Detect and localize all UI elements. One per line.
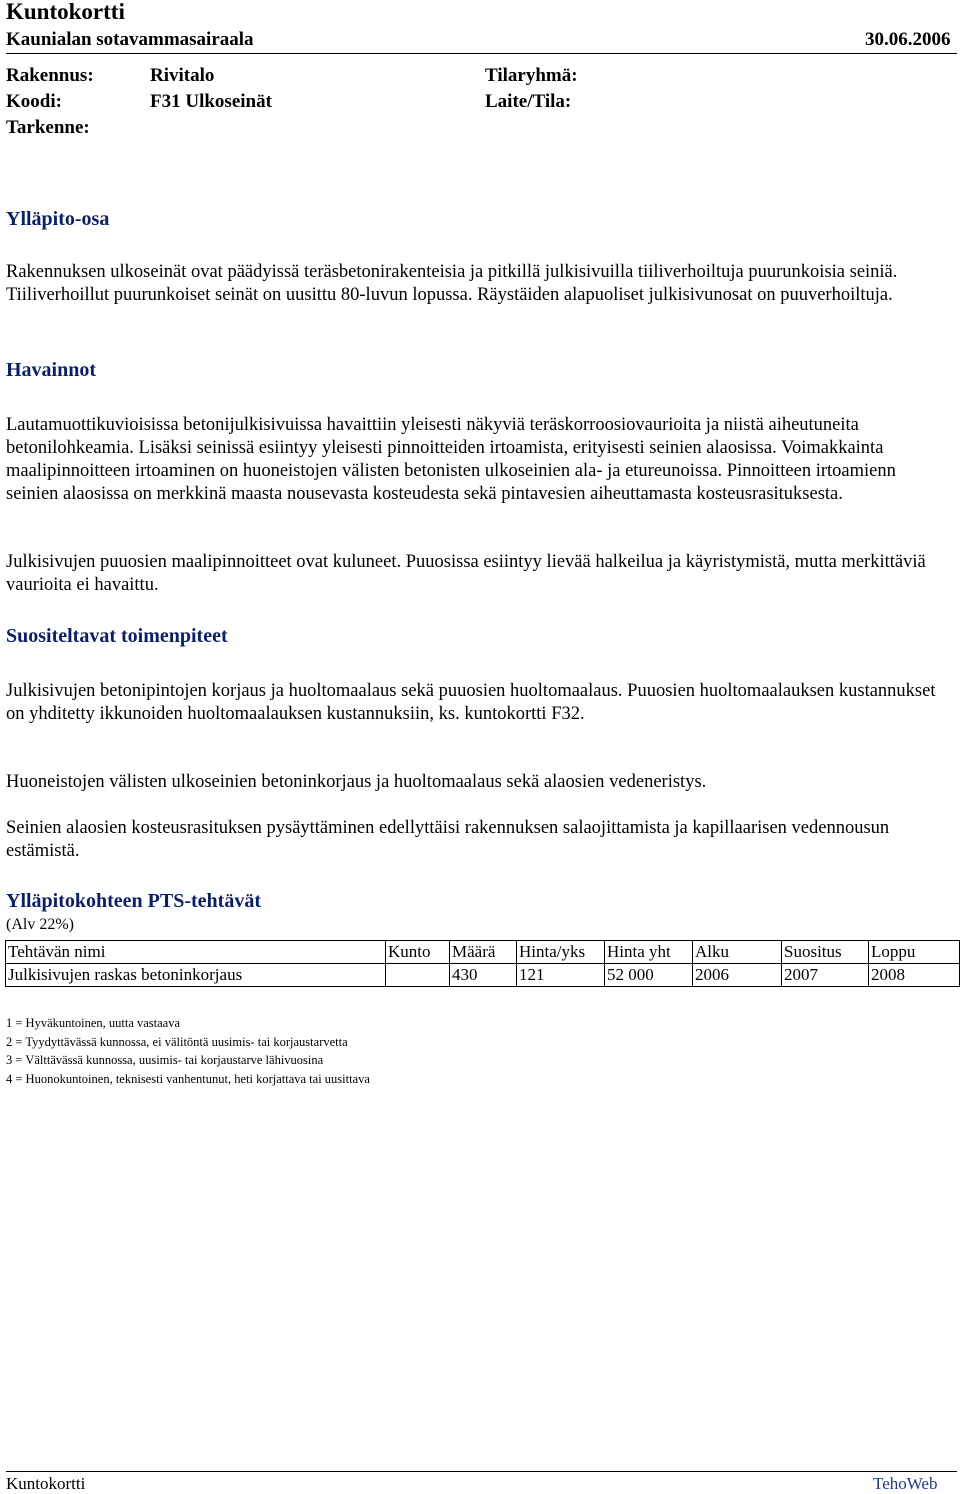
havainnot-paragraph-1: Lautamuottikuvioisissa betonijulkisivuissa havaittiin yleisesti näkyviä teräskorroosiovaurioita ja niistä aiheutuneita betonilohkeamia. Lisäksi seinissä esiintyy yleisesti pinnoitteiden irtoamista, erityisesti seinien alaosissa. Voimakkainta maalipinnoitteen irtoaminen on huoneistojen välisten betonisten ulkoseinien ala- ja etureunoissa. Pinnoitteen irtoamienn seinien alaosissa on merkkinä maasta nousevasta kosteudesta sekä pintavesien aiheuttamasta kosteusrasituksesta. xyxy=(6,415,896,504)
header-hinta-yht: Hinta yht xyxy=(605,941,693,964)
document-date: 30.06.2006 xyxy=(865,29,951,50)
suositeltavat-paragraph-1: Julkisivujen betonipintojen korjaus ja huoltomaalaus sekä puuosien huoltomaalaus. Puuosien huoltomaalauksen kustannukset on yhditetty ikkunoiden huoltomaalauksen kustannuksiin, ks. kuntokortti F32. xyxy=(6,681,936,724)
pts-table-header-row xyxy=(6,941,960,964)
cell-kunto xyxy=(386,964,450,987)
laite-tila-label: Laite/Tila: xyxy=(485,91,572,112)
cell-alku: 2006 xyxy=(693,964,782,987)
rakennus-value: Rivitalo xyxy=(150,65,215,86)
cell-hinta-yks: 121 xyxy=(517,964,605,987)
header-hinta-yks: Hinta/yks xyxy=(517,941,605,964)
header-maara: Määrä xyxy=(450,941,517,964)
tarkenne-label: Tarkenne: xyxy=(6,117,90,138)
cell-tehtavan-nimi: Julkisivujen raskas betoninkorjaus xyxy=(6,964,386,987)
cell-suositus: 2007 xyxy=(782,964,869,987)
havainnot-heading: Havainnot xyxy=(6,359,97,381)
header-alku: Alku xyxy=(693,941,782,964)
cell-hinta-yht: 52 000 xyxy=(605,964,693,987)
legend-item-4: 4 = Huonokuntoinen, teknisesti vanhentunut, heti korjattava tai uusittava xyxy=(6,1071,370,1086)
header-divider xyxy=(6,53,957,54)
yllapito-heading: Ylläpito-osa xyxy=(6,208,110,230)
page-title: Kuntokortti xyxy=(6,0,125,24)
footer-divider xyxy=(6,1471,957,1472)
yllapito-text: Rakennuksen ulkoseinät ovat päädyissä teräsbetonirakenteisia ja pitkillä julkisivuilla tiiliverhoiltuja puurunkoisia seiniä. Tiiliverhoillut puurunkoiset seinät on uusittu 80-luvun lopussa. Räystäiden alapuoliset julkisivunosat on puuverhoiltuja. xyxy=(6,262,898,305)
suositeltavat-paragraph-3: Seinien alaosien kosteusrasituksen pysäyttäminen edellyttäisi rakennuksen salaojittamista ja kapillaarisen vedennousun estämistä. xyxy=(6,818,890,861)
havainnot-paragraph-2: Julkisivujen puuosien maalipinnoitteet ovat kuluneet. Puuosissa esiintyy lievää halkeilua ja käyristymistä, mutta merkittäviä vaurioita ei havaittu. xyxy=(6,552,926,595)
pts-heading: Ylläpitokohteen PTS-tehtävät xyxy=(6,890,261,912)
suositeltavat-paragraph-2: Huoneistojen välisten ulkoseinien betoninkorjaus ja huoltomaalaus sekä alaosien vedeneristys. xyxy=(6,772,707,792)
suositeltavat-heading: Suositeltavat toimenpiteet xyxy=(6,625,228,647)
header-suositus: Suositus xyxy=(782,941,869,964)
legend-item-1: 1 = Hyväkuntoinen, uutta vastaava xyxy=(6,1016,181,1030)
pts-table xyxy=(5,940,960,987)
rakennus-label: Rakennus: xyxy=(6,65,94,86)
koodi-label: Koodi: xyxy=(6,91,62,112)
table-row xyxy=(6,964,960,987)
legend-item-3: 3 = Välttävässä kunnossa, uusimis- tai korjaustarve lähivuosina xyxy=(6,1053,324,1067)
pts-vat-note: (Alv 22%) xyxy=(6,916,74,933)
koodi-value: F31 Ulkoseinät xyxy=(150,91,272,112)
header-kunto: Kunto xyxy=(386,941,450,964)
legend-item-2: 2 = Tyydyttävässä kunnossa, ei välitöntä uusimis- tai korjaustarvetta xyxy=(6,1034,348,1049)
footer-tehoweb-link[interactable]: TehoWeb xyxy=(873,1474,938,1493)
footer-title: Kuntokortti xyxy=(6,1474,86,1493)
cell-loppu: 2008 xyxy=(869,964,960,987)
condition-legend xyxy=(6,1014,370,1088)
organization-name: Kaunialan sotavammasairaala xyxy=(6,29,254,50)
header-tehtavan-nimi: Tehtävän nimi xyxy=(6,941,386,964)
tilaryhma-label: Tilaryhmä: xyxy=(485,65,578,86)
header-loppu: Loppu xyxy=(869,941,960,964)
cell-maara: 430 xyxy=(450,964,517,987)
